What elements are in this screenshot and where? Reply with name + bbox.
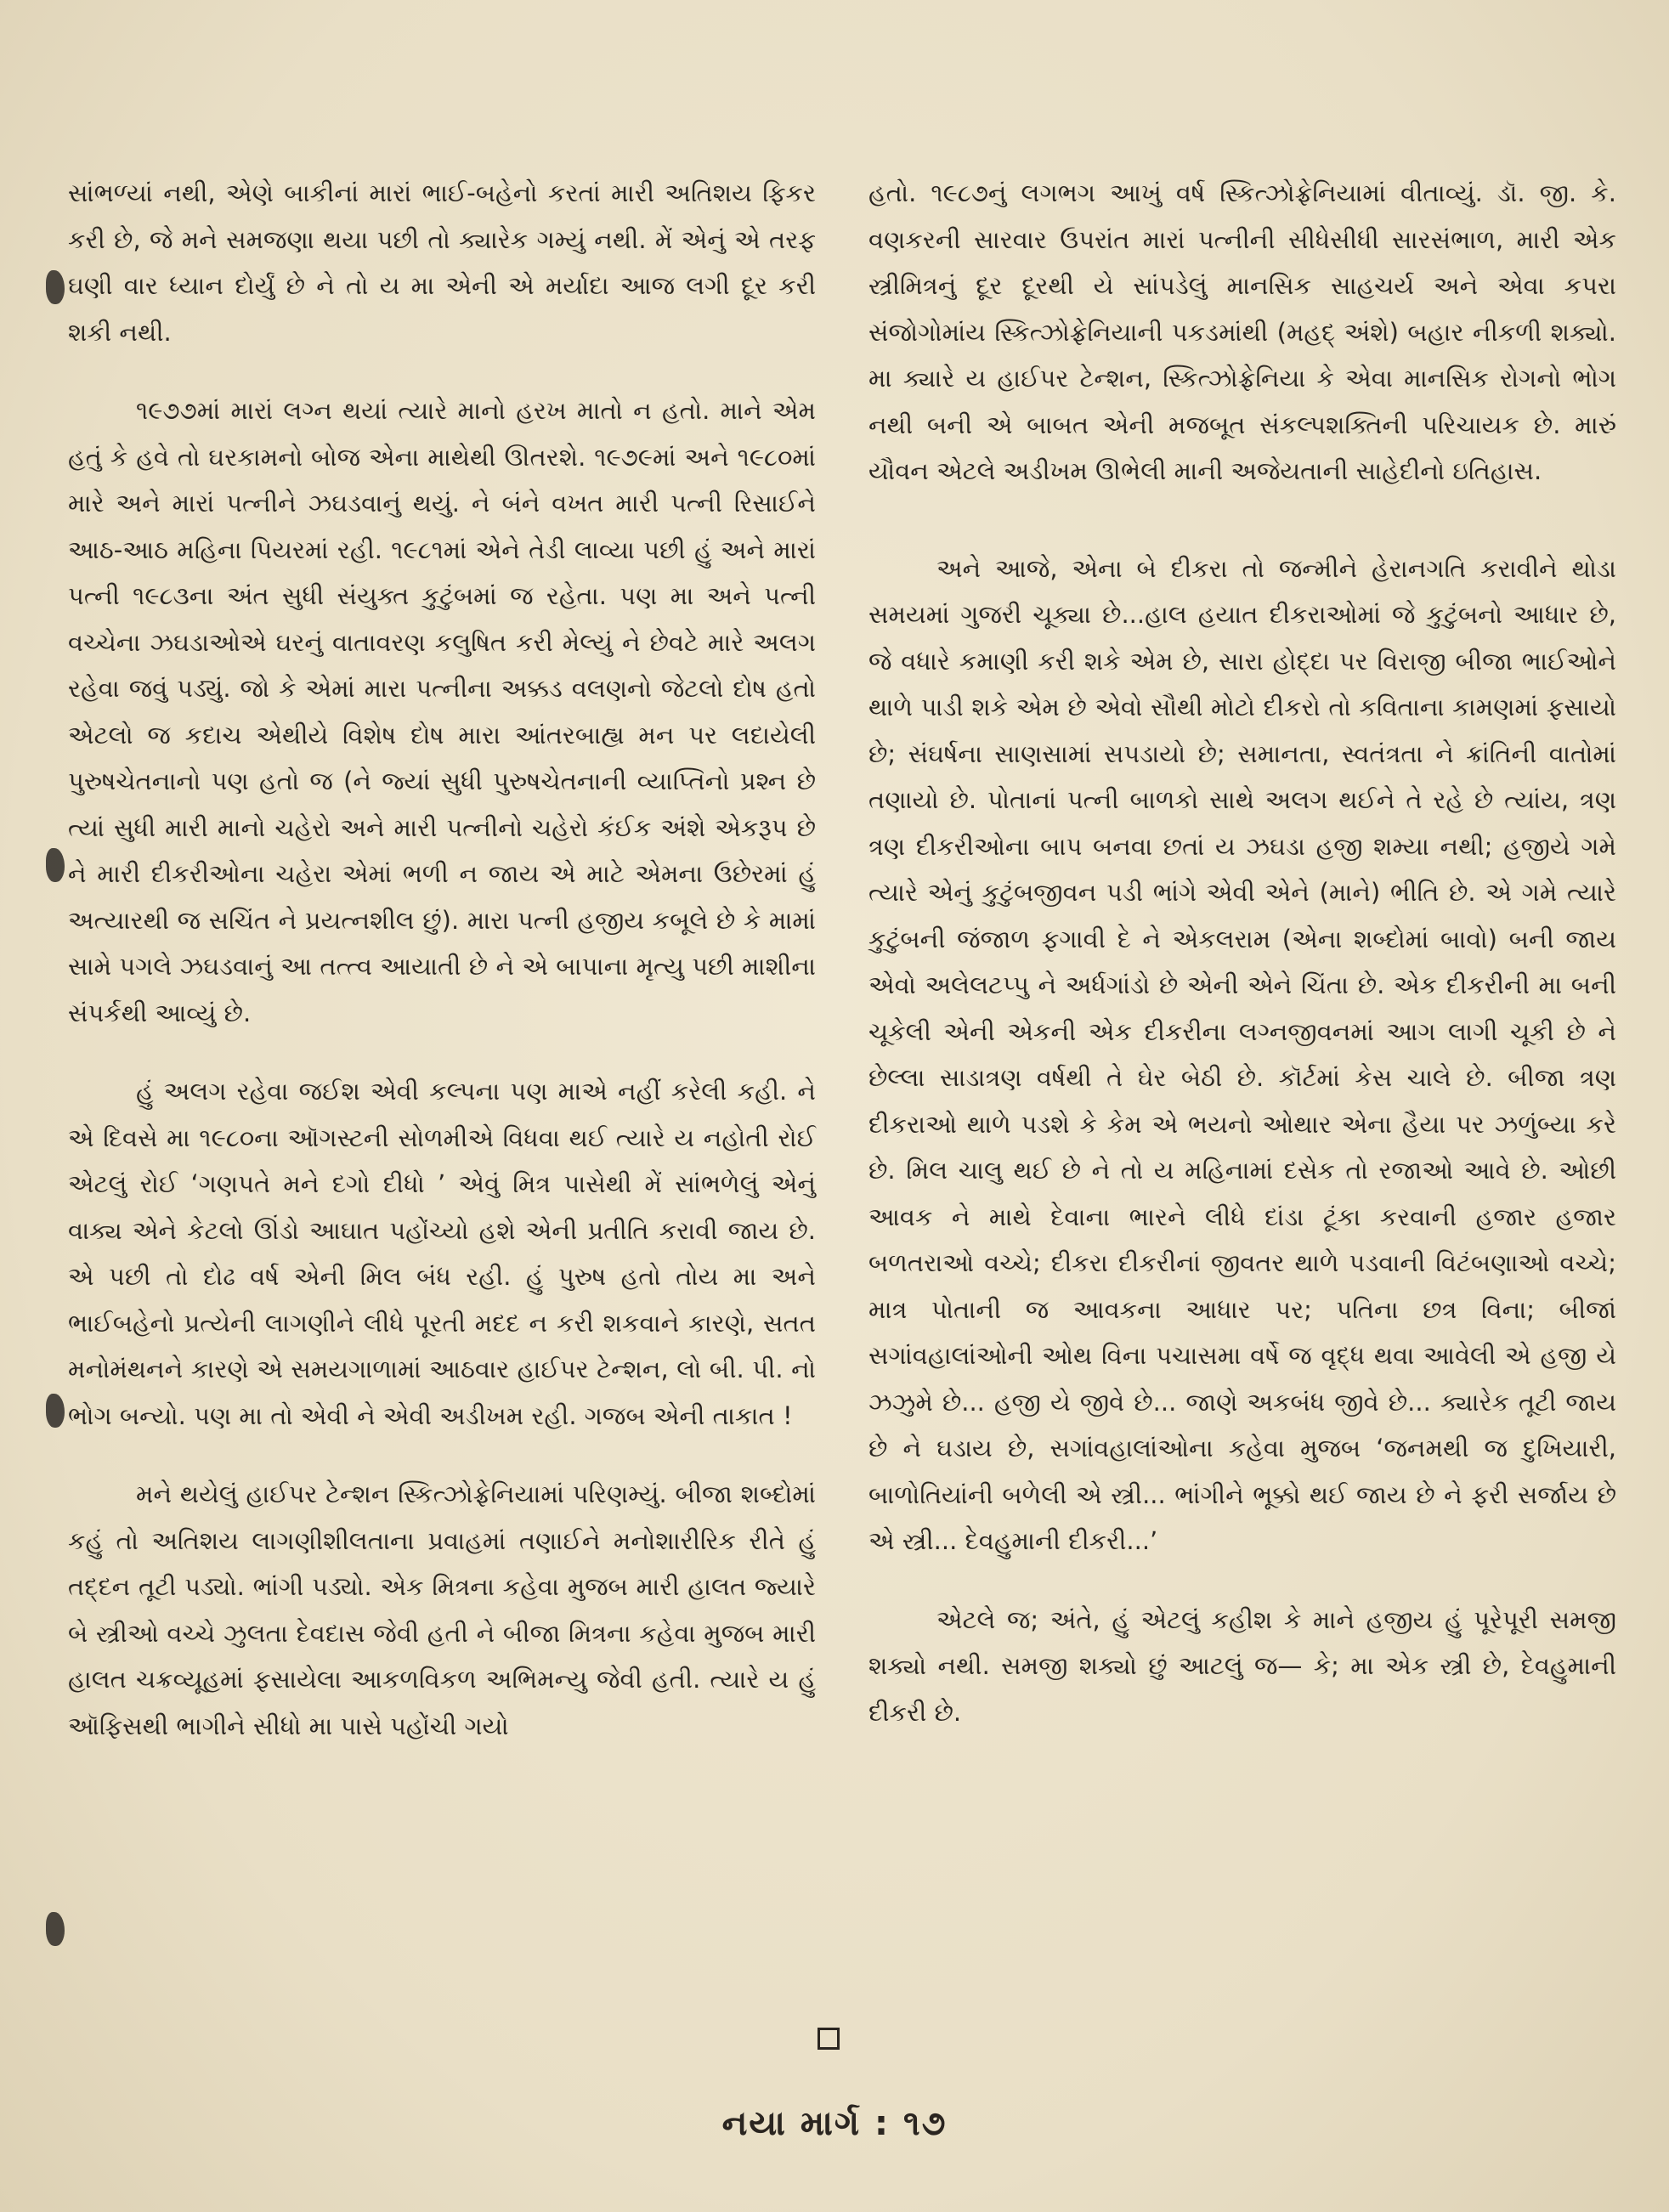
punch-hole-mark: [46, 848, 65, 882]
paragraph: અને આજે, એના બે દીકરા તો જન્મીને હેરાનગતિ કરાવીને થોડા સમયમાં ગુજરી ચૂક્યા છે...હાલ હયાત દીકરાઓમાં જે કુટુંબનો આધાર છે, જે વધારે કમાણી કરી શકે એમ છે, સારા હોદ્દા પર વિરાજી બીજા ભાઈઓને થાળે પાડી શકે એમ છે એવો સૌથી મોટો દીકરો તો કવિતાના કામણમાં ફસાયો છે; સંઘર્ષના સાણસામાં સપડાયો છે; સમાનતા, સ્વતંત્રતા ને ક્રાંતિની વાતોમાં તણાયો છે. પોતાનાં પત્ની બાળકો સાથે અલગ થઈને તે રહે છે ત્યાંય, ત્રણ ત્રણ દીકરીઓના બાપ બનવા છતાં ય ઝઘડા હજી શમ્યા નથી; હજીયે ગમે ત્યારે એનું કુટુંબજીવન પડી ભાંગે એવી એને (માને) ભીતિ છે. એ ગમે ત્યારે કુટુંબની જંજાળ ફગાવી દે ને એકલરામ (એના શબ્દોમાં બાવો) બની જાય એવો અલેલટપ્પુ ને અર્ધગાંડો છે એની એને ચિંતા છે. એક દીકરીની મા બની ચૂકેલી એની એકની એક દીકરીના લગ્નજીવનમાં આગ લાગી ચૂકી છે ને છેલ્લા સાડાત્રણ વર્ષથી તે ઘેર બેઠી છે. કૉર્ટમાં કેસ ચાલે છે. બીજા ત્રણ દીકરાઓ થાળે પડશે કે કેમ એ ભયનો ઓથાર એના હૈયા પર ઝળુંબ્યા કરે છે. મિલ ચાલુ થઈ છે ને તો ય મહિનામાં દસેક તો રજાઓ આવે છે. ઓછી આવક ને માથે દેવાના ભારને લીધે દાંડા ટૂંકા કરવાની હજાર હજાર બળતરાઓ વચ્ચે; દીકરા દીકરીનાં જીવતર થાળે પડવાની વિટંબણાઓ વચ્ચે; માત્ર પોતાની જ આવકના આધાર પર; પતિના છત્ર વિના; બીજાં સગાંવહાલાંઓની ઓથ વિના પચાસમા વર્ષે જ વૃદ્ધ થવા આવેલી એ હજી યે ઝઝુમે છે... હજી યે જીવે છે... જાણે અકબંધ જીવે છે... ક્યારેક તૂટી જાય છે ને ઘડાય છે, સગાંવહાલાંઓના કહેવા મુજબ ‘જનમથી જ દુખિયારી, બાળોતિયાંની બળેલી એ સ્ત્રી... ભાંગીને ભૂક્કો થઈ જાય છે ને ફરી સર્જાય છે એ સ્ત્રી... દેવહુમાની દીકરી...’: [868, 553, 1616, 1555]
punch-hole-mark: [46, 1394, 65, 1428]
paragraph: મને થયેલું હાઈપર ટેન્શન સ્કિત્ઝોફ્રેનિયામાં પરિણમ્યું. બીજા શબ્દોમાં કહું તો અતિશય લાગણીશીલતાના પ્રવાહમાં તણાઈને મનોશારીરિક રીતે હું તદ્દન તૂટી પડ્યો. ભાંગી પડ્યો. એક મિત્રના કહેવા મુજબ મારી હાલત જ્યારે બે સ્ત્રીઓ વચ્ચે ઝુલતા દેવદાસ જેવી હતી ને બીજા મિત્રના કહેવા મુજબ મારી હાલત ચક્રવ્યૂહમાં ફસાયેલા આકળવિકળ અભિમન્યુ જેવી હતી. ત્યારે ય હું ઑફિસથી ભાગીને સીધો મા પાસે પહોંચી ગયો: [68, 1479, 816, 1740]
end-of-article-square-icon: [818, 2028, 840, 2050]
left-column: [68, 170, 816, 1781]
punch-hole-mark: [46, 1912, 65, 1946]
punch-hole-mark: [46, 270, 65, 304]
paragraph: હતો. ૧૯૮૭નું લગભગ આખું વર્ષ સ્કિત્ઝોફ્રેનિયામાં વીતાવ્યું. ડૉ. જી. કે. વણકરની સારવાર ઉપરાંત મારાં પત્નીની સીધેસીધી સારસંભાળ, મારી એક સ્ત્રીમિત્રનું દૂર દૂરથી યે સાંપડેલું માનસિક સાહચર્ય અને એવા કપરા સંજોગોમાંય સ્કિત્ઝોફ્રેનિયાની પકડમાંથી (મહદ્ અંશે) બહાર નીકળી શક્યો. મા ક્યારે ય હાઈપર ટેન્શન, સ્કિત્ઝોફ્રેનિયા કે એવા માનસિક રોગનો ભોગ નથી બની એ બાબત એની મજબૂત સંકલ્પશક્તિની પરિચાયક છે. મારું યૌવન એટલે અડીખમ ઊભેલી માની અજેયતાની સાહેદીનો ઇતિહાસ.: [868, 178, 1616, 485]
paragraph: એટલે જ; અંતે, હું એટલું કહીશ કે માને હજીય હું પૂરેપૂરી સમજી શક્યો નથી. સમજી શક્યો છું આટલું જ— કે; મા એક સ્ત્રી છે, દેવહુમાની દીકરી છે.: [868, 1604, 1616, 1727]
right-column: [868, 170, 1616, 1768]
paragraph: હું અલગ રહેવા જઈશ એવી કલ્પના પણ માએ નહીં કરેલી કહી. ને એ દિવસે મા ૧૯૮૦ના ઑગસ્ટની સોળમીએ વિધવા થઈ ત્યારે ય નહોતી રોઈ એટલું રોઈ ‘ગણપતે મને દગો દીધો ’ એવું મિત્ર પાસેથી મેં સાંભળેલું એનું વાક્ય એને કેટલો ઊંડો આઘાત પહોંચ્યો હશે એની પ્રતીતિ કરાવી જાય છે. એ પછી તો દોઢ વર્ષ એની મિલ બંધ રહી. હું પુરુષ હતો તોય મા અને ભાઈબહેનો પ્રત્યેની લાગણીને લીધે પૂરતી મદદ ન કરી શકવાને કારણે, સતત મનોમંથનને કારણે એ સમયગાળામાં આઠવાર હાઈપર ટેન્શન, લો બી. પી. નો ભોગ બન્યો. પણ મા તો એવી ને એવી અડીખમ રહી. ગજબ એની તાકાત !: [68, 1077, 816, 1430]
paragraph: સાંભળ્યાં નથી, એણે બાકીનાં મારાં ભાઈ-બહેનો કરતાં મારી અતિશય ફિકર કરી છે, જે મને સમજણા થયા પછી તો ક્યારેક ગમ્યું નથી. મેં એનું એ તરફ ઘણી વાર ધ્યાન દોર્યું છે ને તો ય મા એની એ મર્યાદા આજ લગી દૂર કરી શકી નથી.: [68, 178, 816, 347]
paragraph: ૧૯૭૭માં મારાં લગ્ન થયાં ત્યારે માનો હરખ માતો ન હતો. માને એમ હતું કે હવે તો ઘરકામનો બોજ એના માથેથી ઊતરશે. ૧૯૭૯માં અને ૧૯૮૦માં મારે અને મારાં પત્નીને ઝઘડવાનું થયું. ને બંને વખત મારી પત્ની રિસાઈને આઠ-આઠ મહિના પિયરમાં રહી. ૧૯૮૧માં એને તેડી લાવ્યા પછી હું અને મારાં પત્ની ૧૯૮૩ના અંત સુધી સંયુક્ત કુટુંબમાં જ રહેતા. પણ મા અને પત્ની વચ્ચેના ઝઘડાઓએ ઘરનું વાતાવરણ કલુષિત કરી મેલ્યું ને છેવટે મારે અલગ રહેવા જવું પડ્યું. જો કે એમાં મારા પત્નીના અક્કડ વલણનો જેટલો દોષ હતો એટલો જ કદાચ એથીયે વિશેષ દોષ મારા આંતરબાહ્ય મન પર લદાયેલી પુરુષચેતનાનો પણ હતો જ (ને જ્યાં સુધી પુરુષચેતનાની વ્યાપ્તિનો પ્રશ્ન છે ત્યાં સુધી મારી માનો ચહેરો અને મારી પત્નીનો ચહેરો કંઈક અંશે એકરૂપ છે ને મારી દીકરીઓના ચહેરા એમાં ભળી ન જાય એ માટે એમના ઉછેરમાં હું અત્યારથી જ સચિંત ને પ્રયત્નશીલ છું). મારા પત્ની હજીય કબૂલે છે કે મામાં સામે પગલે ઝઘડવાનું આ તત્ત્વ આયાતી છે ને એ બાપાના મૃત્યુ પછી માશીના સંપર્કથી આવ્યું છે.: [68, 396, 816, 1027]
page-footer: નયા માર્ગ : ૧૭: [721, 2104, 948, 2143]
